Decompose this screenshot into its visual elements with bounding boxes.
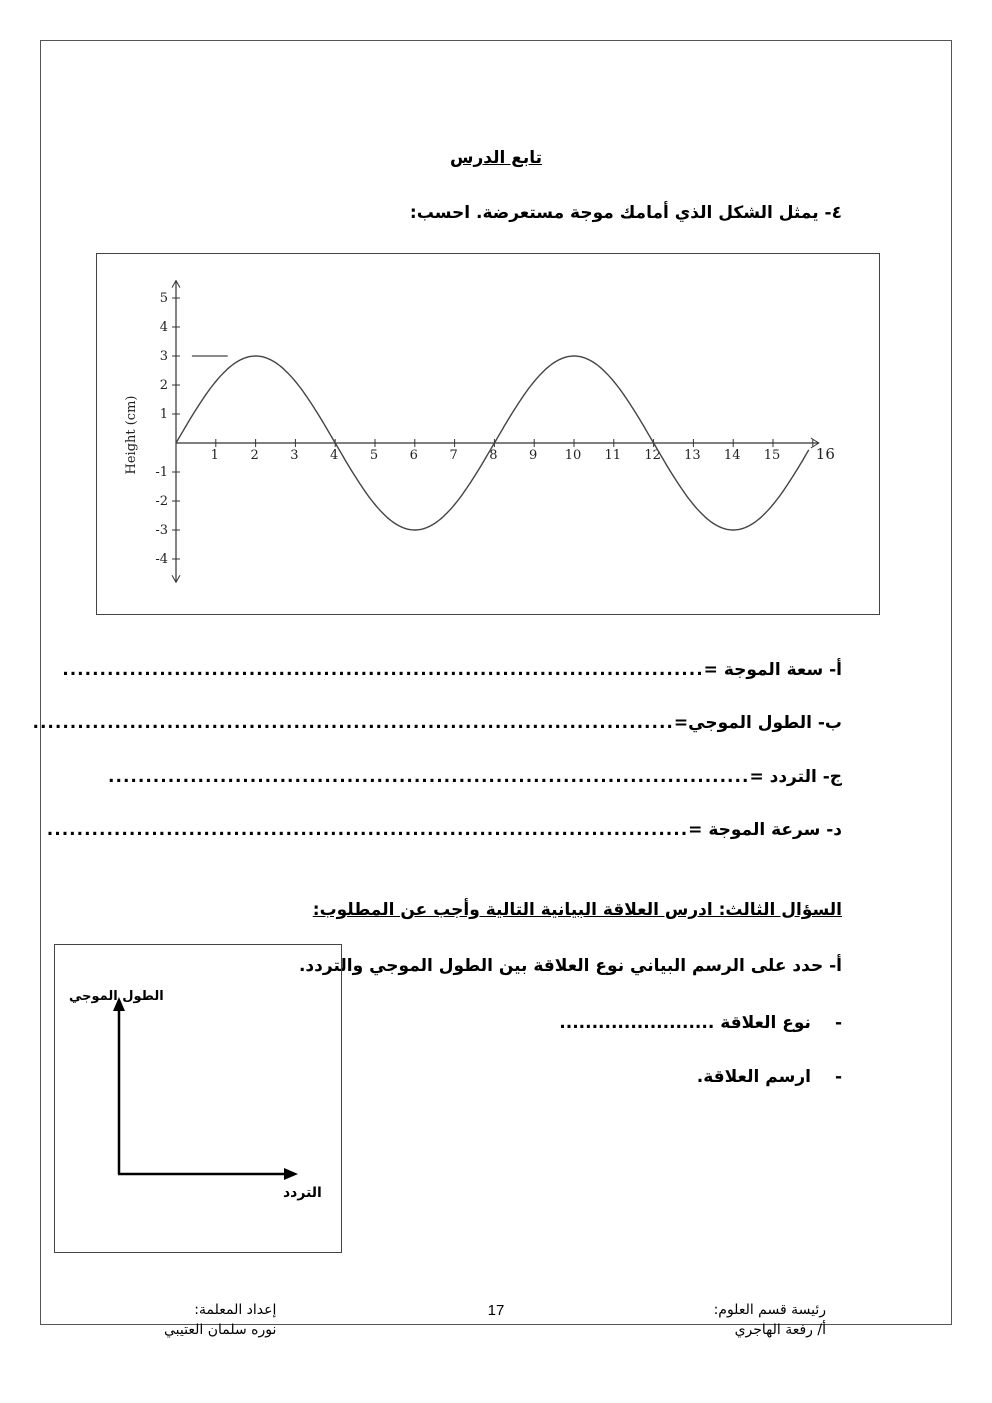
y-tick-label: -2: [155, 494, 168, 509]
x-tick-label: 13: [684, 448, 701, 463]
x-tick-label: 1: [210, 448, 219, 463]
footer-supervisor-title: رئيسة قسم العلوم:: [713, 1302, 826, 1318]
answer-dots: ......................................................................................: [46, 820, 689, 840]
answer-dots: ......................................................................................: [62, 660, 704, 680]
y-axis-label: Height (cm): [124, 395, 139, 475]
x-tick-label: 4: [330, 448, 339, 463]
relation-ylabel: الطول الموجي: [69, 989, 164, 1004]
y-tick-label: 5: [159, 291, 168, 306]
footer-teacher: [164, 1300, 276, 1340]
x-tick-label: 9: [529, 448, 538, 463]
answer-frequency[interactable]: [108, 767, 842, 787]
x-tick-label: 16: [815, 445, 835, 463]
bullet-text: نوع العلاقة ........................: [559, 1013, 811, 1033]
x-tick-label: 6: [409, 448, 418, 463]
x-tick-label: 2: [250, 448, 259, 463]
wave-chart-svg: [97, 254, 879, 614]
answer-amplitude[interactable]: [62, 660, 842, 680]
footer-supervisor-name: أ/ رفعة الهاجري: [734, 1322, 826, 1338]
x-tick-label: 8: [489, 448, 498, 463]
page-number: 17: [487, 1302, 505, 1319]
wave-graph: [96, 253, 880, 615]
x-tick-label: 10: [564, 448, 582, 463]
footer-teacher-name: نوره سلمان العتيبي: [164, 1322, 277, 1338]
answer-label: أ- سعة الموجة =: [703, 660, 842, 680]
x-tick-label: 11: [604, 448, 622, 463]
y-tick-label: 1: [159, 407, 168, 422]
question-4: ٤- يمثل الشكل الذي أمامك موجة مستعرضة. احسب:: [409, 203, 842, 223]
question-3-part-a: أ- حدد على الرسم البياني نوع العلاقة بين الطول الموجي والتردد.: [298, 956, 842, 976]
y-tick-label: 4: [159, 320, 168, 335]
footer-teacher-title: إعداد المعلمة:: [194, 1302, 277, 1318]
x-tick-label: 7: [449, 448, 458, 463]
bullet-relation-type[interactable]: [559, 1013, 842, 1033]
relation-graph-box[interactable]: [54, 944, 342, 1253]
relation-x-arrow-icon: [284, 1168, 298, 1180]
answer-label: ب- الطول الموجي=: [673, 713, 842, 733]
bullet-draw-relation[interactable]: [697, 1067, 842, 1087]
answer-wavelength[interactable]: [32, 713, 842, 733]
bullet-dash: -: [834, 1067, 842, 1087]
y-tick-label: -4: [155, 552, 168, 567]
answer-wave-speed[interactable]: [46, 820, 842, 840]
x-tick-label: 12: [644, 448, 661, 463]
x-tick-label: 5: [369, 448, 379, 463]
y-tick-label: 2: [159, 378, 168, 393]
answer-dots: ......................................................................................: [32, 713, 674, 733]
bullet-text: ارسم العلاقة.: [696, 1067, 811, 1087]
y-tick-label: 3: [159, 349, 168, 364]
question-3: السؤال الثالث: ادرس العلاقة البيانية التالية وأجب عن المطلوب:: [312, 900, 842, 920]
y-tick-label: -1: [155, 465, 168, 480]
relation-xlabel: التردد: [283, 1185, 322, 1201]
answer-label: ج- التردد =: [749, 767, 842, 787]
x-tick-label: 15: [763, 448, 781, 463]
page-title: تابع الدرس: [450, 148, 542, 168]
bullet-dash: -: [834, 1013, 842, 1033]
y-tick-label: -3: [155, 523, 168, 538]
answer-label: د- سرعة الموجة =: [688, 820, 842, 840]
answer-dots: ......................................................................................: [108, 767, 750, 787]
x-tick-label: 3: [290, 448, 299, 463]
x-tick-label: 14: [723, 448, 741, 463]
